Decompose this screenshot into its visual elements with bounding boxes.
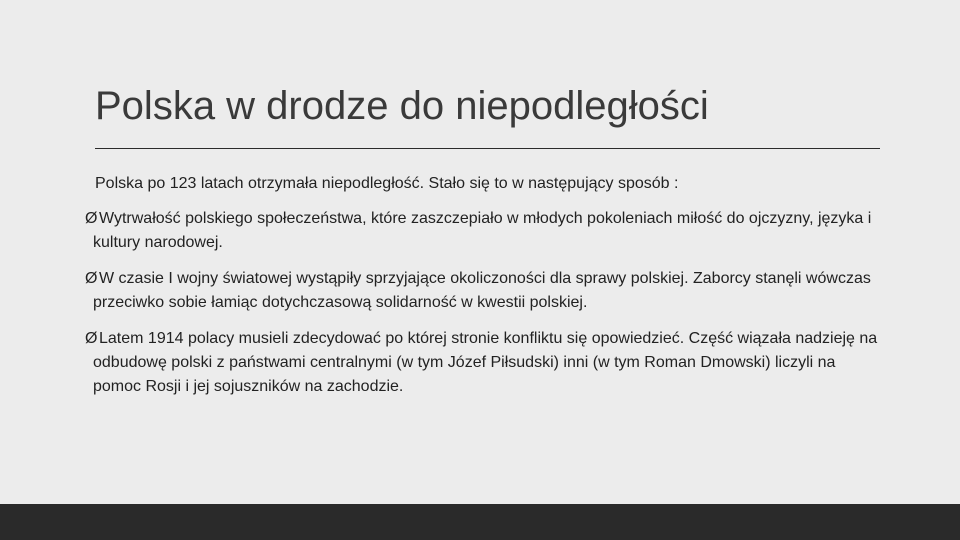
bullet-text: W czasie I wojny światowej wystąpiły sprzyjające okoliczoności dla sprawy polskiej. Zaborcy stanęli wówczas przeciwko sobie łamiąc dotychczasową solidarność w kwestii polskiej. (93, 270, 871, 311)
title-divider (95, 148, 880, 149)
intro-text: Polska po 123 latach otrzymała niepodległość. Stało się to w następujący sposób : (95, 175, 679, 192)
bullet-text: Wytrwałość polskiego społeczeństwa, które zaszczepiało w młodych pokoleniach miłość do ojczyzny, języka i kultury narodowej. (93, 210, 872, 251)
arrow-bullet-icon: Ø (85, 330, 98, 347)
bottom-bar (0, 504, 960, 540)
arrow-bullet-icon: Ø (85, 270, 98, 287)
arrow-bullet-icon: Ø (85, 210, 98, 227)
bullet-text: Latem 1914 polacy musieli zdecydować po której stronie konfliktu się opowiedzieć. Część wiązała nadzieję na odbudowę polski z państwami centralnymi (w tym Józef Piłsudski) inni (w tym Roman Dmowski) liczyli na pomoc Rosji i jej sojuszników na zachodzie. (93, 330, 878, 395)
bullet-list (85, 207, 885, 411)
slide-title: Polska w drodze do niepodległości (95, 84, 709, 128)
bullet-item (85, 267, 885, 315)
bullet-item (85, 207, 885, 255)
bullet-item (85, 327, 885, 399)
